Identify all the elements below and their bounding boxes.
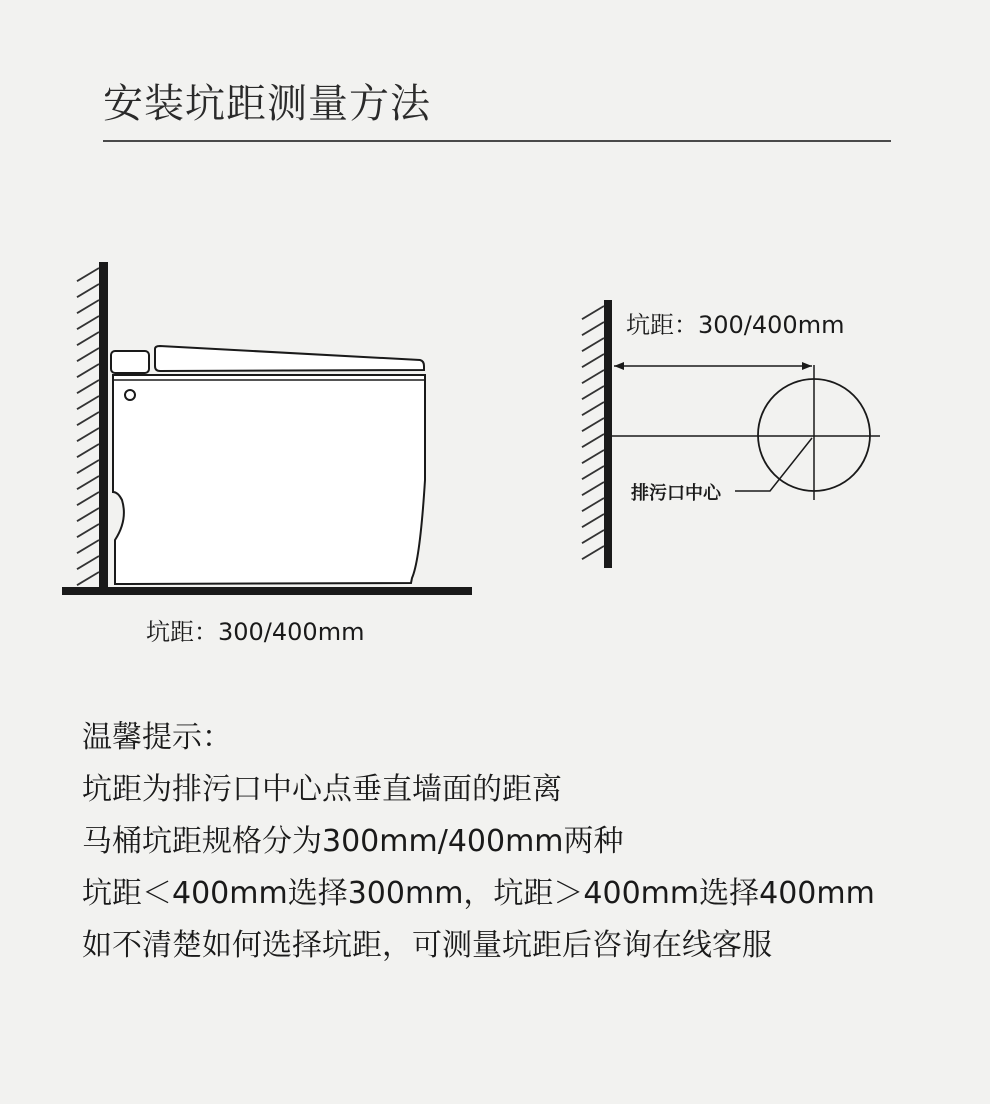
right-distance-label: 坑距：300/400mm (626, 311, 845, 339)
wall-hatch-mark (582, 546, 604, 559)
wall-hatch-mark (77, 348, 99, 361)
toilet-side-view (111, 346, 425, 584)
wall-hatch-mark (582, 450, 604, 463)
wall-hatch-mark (77, 316, 99, 329)
wall-hatch-mark (77, 268, 99, 281)
wall-hatch-mark (582, 434, 604, 447)
tip-line: 坑距＜400mm选择300mm，坑距＞400mm选择400mm (82, 876, 875, 911)
wall-hatch-mark (582, 402, 604, 415)
tip-line: 坑距为排污口中心点垂直墙面的距离 (82, 772, 562, 807)
wall-hatch-mark (582, 322, 604, 335)
wall-hatch-mark (77, 444, 99, 457)
wall-hatch-mark (77, 476, 99, 489)
wall-hatch-mark (582, 466, 604, 479)
wall-hatch-mark (582, 354, 604, 367)
floor-line (62, 587, 472, 595)
wall-hatch-mark (582, 482, 604, 495)
wall-hatch-mark (77, 492, 99, 505)
wall-hatch-mark (77, 396, 99, 409)
wall-hatch-mark (582, 306, 604, 319)
wall-hatch-mark (77, 460, 99, 473)
wall-hatch-mark (77, 332, 99, 345)
wall-hatch-mark (582, 338, 604, 351)
tips-heading: 温馨提示： (82, 720, 232, 755)
wall-hatch-mark (77, 412, 99, 425)
wall-hatch-mark (582, 514, 604, 527)
page-title: 安装坑距测量方法 (103, 81, 431, 127)
wall-hatch-mark (77, 364, 99, 377)
wall-hatch-mark (77, 300, 99, 313)
left-caption: 坑距：300/400mm (146, 618, 365, 646)
outlet-circle-diagram (612, 362, 880, 500)
wall-hatch-mark (77, 540, 99, 553)
outlet-center-label: 排污口中心 (631, 483, 721, 504)
wall-hatch-mark (77, 572, 99, 585)
wall-hatch-mark (582, 386, 604, 399)
tip-line: 马桶坑距规格分为300mm/400mm两种 (82, 824, 624, 859)
tips-section (82, 712, 875, 972)
wall-hatch-mark (77, 284, 99, 297)
wall-hatch-mark (77, 428, 99, 441)
left-wall (77, 262, 108, 592)
right-wall (582, 300, 612, 568)
wall-hatch-mark (77, 508, 99, 521)
wall-hatch-mark (77, 524, 99, 537)
wall-hatch-mark (582, 530, 604, 543)
tip-line: 如不清楚如何选择坑距，可测量坑距后咨询在线客服 (82, 928, 772, 963)
wall-hatch-mark (582, 418, 604, 431)
wall-hatch-mark (582, 370, 604, 383)
wall-hatch-mark (582, 498, 604, 511)
wall-hatch-mark (77, 556, 99, 569)
wall-hatch-mark (77, 380, 99, 393)
